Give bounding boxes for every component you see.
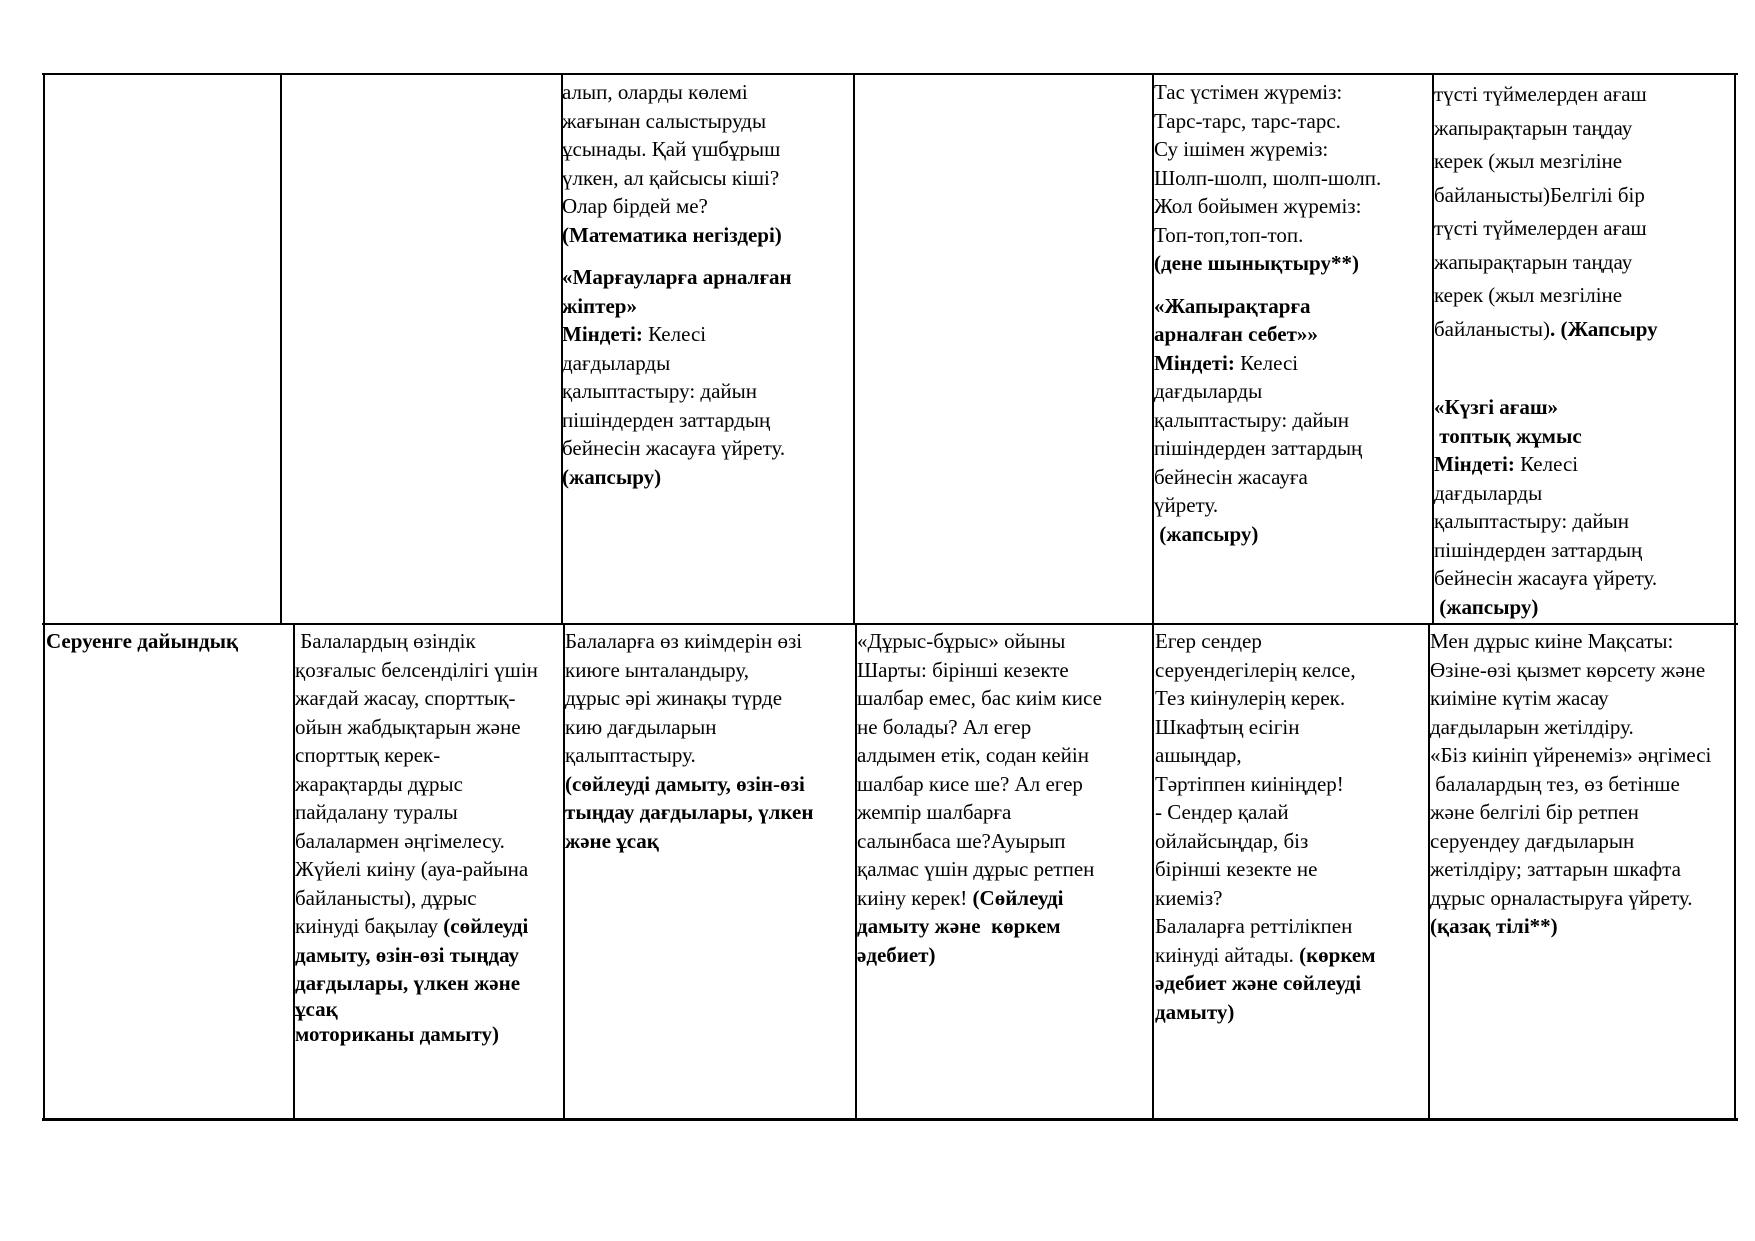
subject-tag: (жапсыру) xyxy=(562,464,662,489)
subject-tag: (сөйлеуді xyxy=(443,914,529,938)
text-line: киінуді айтады. xyxy=(1155,942,1300,967)
subject-tag: . (Жапсыру xyxy=(1550,316,1658,341)
text-line: жағдай жасау, спорттық- xyxy=(295,686,516,710)
text-line: жетілдіру; заттарын шкафта xyxy=(1430,857,1681,881)
row2-col5 xyxy=(1155,627,1427,1026)
text-line: қалыптастыру: дайын xyxy=(1154,407,1350,432)
text-line: дағдыларды xyxy=(562,350,671,375)
text-line: Жүйелі киіну (ауа-райына xyxy=(295,857,529,881)
text-line: қалыптастыру. xyxy=(565,743,696,767)
subject-tag: (жапсыру) xyxy=(1434,594,1539,619)
text-line: дағдыларды xyxy=(1154,379,1263,403)
text-line: керек (жыл мезгіліне xyxy=(1434,283,1623,307)
subject-tag: (қазақ тілі**) xyxy=(1430,914,1558,938)
subject-tag: (Сөйлеуді xyxy=(972,885,1064,910)
text-line: жапырақтарын таңдау xyxy=(1434,115,1633,140)
activity-title: арналған себет»» xyxy=(1154,322,1318,346)
text-line: және белгілі бір ретпен xyxy=(1430,800,1639,824)
text-line: Балалардың өзіндік xyxy=(295,629,476,653)
subject-tag: тыңдау дағдылары, үлкен xyxy=(565,800,814,824)
text-line: Шарты: бірінші кезекте xyxy=(857,657,1069,682)
row1-activity-col3 xyxy=(562,78,852,491)
subject-tag: ұсақ xyxy=(295,996,338,1021)
text-line: бейнесін жасауға үйрету. xyxy=(562,436,786,460)
text-line: серуендеу дағдыларын xyxy=(1430,828,1635,853)
text-line: спорттық керек- xyxy=(295,743,441,767)
text-line: киінуді бақылау xyxy=(295,914,444,938)
text-line: дағдыларды xyxy=(1434,480,1543,505)
text-line: дағдыларын жетілдіру. xyxy=(1430,714,1634,739)
row1-activity-col6 xyxy=(1434,78,1732,346)
row1-activity-col6-group xyxy=(1434,393,1732,621)
text-line: бейнесін жасауға үйрету. xyxy=(1434,566,1658,590)
text-line: Мен дұрыс киіне Мақсаты: xyxy=(1430,629,1674,653)
text-line: дұрыс әрі жинақы түрде xyxy=(565,686,783,710)
subject-tag: (Математика негіздері) xyxy=(562,222,782,247)
text-line: қалмас үшін дұрыс ретпен xyxy=(857,857,1095,881)
text-line: Балаларға реттілікпен xyxy=(1155,914,1353,938)
text-line: үйрету. xyxy=(1154,493,1219,517)
text-line: түсті түймелерден ағаш xyxy=(1434,82,1647,106)
text-line: Шкафтың есігін xyxy=(1155,714,1300,739)
text-line: пішіндерден заттардың xyxy=(562,407,771,432)
text-line: Топ-топ,топ-топ. xyxy=(1154,222,1304,247)
text-line: пішіндерден заттардың xyxy=(1154,436,1363,460)
text-line: Шолп-шолп, шолп-шолп. xyxy=(1154,165,1382,190)
subject-tag: дамыту) xyxy=(1155,999,1235,1024)
activity-title: жіптер» xyxy=(562,293,637,318)
row-title: Серуенге дайындық xyxy=(46,629,239,653)
text-line: байланысты) xyxy=(1434,316,1550,341)
col-border-right xyxy=(1734,73,1736,1120)
task-label: Міндеті: xyxy=(562,322,643,346)
text-line: қалыптастыру: дайын xyxy=(562,379,758,403)
subject-tag: моториканы дамыту) xyxy=(295,1021,499,1046)
text-line: киіну керек! xyxy=(857,885,973,910)
text-line: пішіндерден заттардың xyxy=(1434,537,1643,562)
text-line: Тарс-тарс, тарс-тарс. xyxy=(1154,108,1341,133)
activity-title: топтық жұмыс xyxy=(1434,423,1582,448)
text-line: алып, оларды көлемі xyxy=(562,80,748,104)
text-line: үлкен, ал қайсысы кіші? xyxy=(562,165,780,190)
text-line: «Дұрыс-бұрыс» ойыны xyxy=(857,629,1066,653)
subject-tag: (көркем xyxy=(1299,942,1376,967)
text-line: ашыңдар, xyxy=(1155,743,1242,767)
subject-tag: әдебиет және сөйлеуді xyxy=(1155,971,1362,995)
activity-title: «Жапырақтарға xyxy=(1154,293,1311,318)
text-line: салынбаса ше?Ауырып xyxy=(857,828,1066,853)
table-bottom-border xyxy=(42,1118,1738,1121)
subject-tag: (дене шынықтыру**) xyxy=(1154,251,1359,275)
subject-tag: және ұсақ xyxy=(565,828,659,853)
row2-col2 xyxy=(295,627,562,1048)
text-line: кию дағдыларын xyxy=(565,714,717,739)
task-text: Келесі xyxy=(1234,350,1299,375)
subject-tag: дамыту және көркем xyxy=(857,914,1061,938)
text-line: бейнесін жасауға xyxy=(1154,464,1308,489)
text-line: Тас үстімен жүреміз: xyxy=(1154,80,1343,104)
text-line: балалардың тез, өз бетінше xyxy=(1430,771,1680,796)
text-line: жемпір шалбарға xyxy=(857,800,1012,824)
subject-tag: әдебиет) xyxy=(857,942,936,967)
text-line: дұрыс орналастыруға үйрету. xyxy=(1430,885,1693,910)
text-line: - Сендер қалай xyxy=(1155,800,1289,824)
text-line: жағынан салыстыруды xyxy=(562,108,767,133)
subject-tag: (сөйлеуді дамыту, өзін-өзі xyxy=(565,771,805,796)
row1-activity-col5 xyxy=(1154,78,1432,548)
text-line: балалармен әңгімелесу. xyxy=(295,828,505,853)
text-line: Балаларға өз киімдерін өзі xyxy=(565,629,803,653)
text-line: Олар бірдей ме? xyxy=(562,194,708,218)
task-text: Келесі xyxy=(1514,452,1579,476)
subject-tag: дамыту, өзін-өзі тыңдау xyxy=(295,942,520,967)
text-line: байланысты)Белгілі бір xyxy=(1434,182,1645,207)
text-line: серуендегілерің келсе, xyxy=(1155,657,1356,682)
text-line: киюге ынталандыру, xyxy=(565,657,750,682)
text-line: киіміне күтім жасау xyxy=(1430,686,1609,710)
text-line: байланысты), дұрыс xyxy=(295,885,477,910)
row2-col4 xyxy=(857,627,1151,969)
table-top-border xyxy=(42,73,1738,75)
text-line: түсті түймелерден ағаш xyxy=(1434,216,1647,240)
text-line: ойын жабдықтарын және xyxy=(295,714,521,739)
subject-tag: дағдылары, үлкен және xyxy=(295,971,521,995)
text-line: жапырақтарын таңдау xyxy=(1434,249,1633,274)
row2-col3 xyxy=(565,627,854,855)
text-line: пайдалану туралы xyxy=(295,800,458,824)
text-line: Тез киінулерің керек. xyxy=(1155,686,1346,710)
text-line: бірінші кезекте не xyxy=(1155,857,1318,881)
col-border-3-top xyxy=(853,73,855,624)
text-line: Тәртіппен киініңдер! xyxy=(1155,771,1344,796)
text-line: қозғалыс белсенділігі үшін xyxy=(295,657,538,682)
text-line: шалбар емес, бас киім кисе xyxy=(857,686,1102,710)
activity-title: «Күзгі ағаш» xyxy=(1434,395,1559,419)
activity-title: «Марғауларға арналған xyxy=(562,265,792,289)
text-line: Егер сендер xyxy=(1155,629,1262,653)
row2-header xyxy=(46,627,292,656)
col-border-1-top xyxy=(280,73,282,624)
task-label: Міндеті: xyxy=(1434,452,1515,476)
col-border-left xyxy=(43,73,45,1120)
text-line: ойлайсыңдар, біз xyxy=(1155,828,1309,853)
task-text: Келесі xyxy=(642,322,707,346)
text-line: жарақтарды дұрыс xyxy=(295,771,463,796)
task-label: Міндеті: xyxy=(1154,350,1235,375)
text-line: қалыптастыру: дайын xyxy=(1434,509,1630,533)
text-line: шалбар кисе ше? Ал егер xyxy=(857,771,1083,796)
text-line: Жол бойымен жүреміз: xyxy=(1154,194,1362,218)
text-line: киеміз? xyxy=(1155,885,1223,910)
text-line: керек (жыл мезгіліне xyxy=(1434,149,1623,173)
text-line: «Біз киініп үйренеміз» әңгімесі xyxy=(1430,743,1712,767)
subject-tag: (жапсыру) xyxy=(1154,521,1259,546)
row2-col6 xyxy=(1430,627,1733,941)
text-line: алдымен етік, содан кейін xyxy=(857,743,1089,767)
text-line: Өзіне-өзі қызмет көрсету және xyxy=(1430,657,1706,682)
text-line: Су ішімен жүреміз: xyxy=(1154,137,1329,161)
row-divider xyxy=(42,623,1738,625)
text-line: ұсынады. Қай үшбұрыш xyxy=(562,137,781,161)
text-line: не болады? Ал егер xyxy=(857,714,1032,739)
